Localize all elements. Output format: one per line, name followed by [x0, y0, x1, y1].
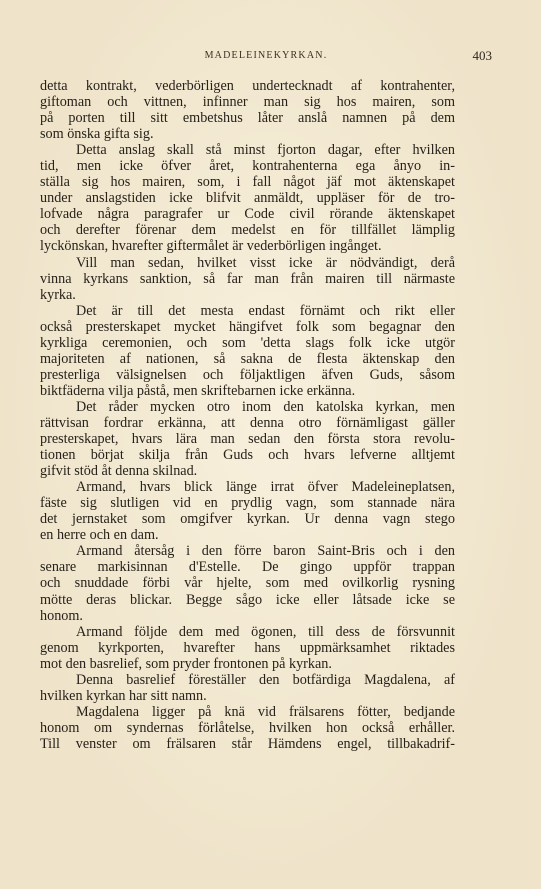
text-line: Armand, hvars blick länge irrat öfver Madeleineplatsen, [76, 479, 455, 496]
text-line: ställa sig hos mairen, som, i fall något jäf mot äktenskapet [40, 174, 455, 191]
text-line: som önska gifta sig. [40, 126, 154, 143]
text-line: Denna basrelief föreställer den botfärdiga Magdalena, af [76, 671, 455, 688]
text-line: en herre och en dam. [40, 527, 159, 544]
paragraph [40, 303, 455, 399]
paragraph [40, 255, 455, 303]
text-line: under anslagstiden icke blifvit anmäldt, uppläser för de tro- [40, 190, 455, 207]
text-line: presterliga välsignelsen och följaktligen äfven Guds, såsom [40, 366, 455, 383]
text-line: också presterskapet mycket hängifvet folk som begagnar den [40, 318, 455, 335]
text-line: tid, men icke öfver året, kontrahenterna ega ånyo in- [40, 158, 455, 175]
text-line: kyrka. [40, 286, 76, 303]
paragraph [40, 142, 455, 254]
text-line: det jernstaket som omgifver kyrkan. Ur denna vagn stego [40, 511, 455, 528]
running-title: MADELEINEKYRKAN. [204, 50, 328, 61]
text-line: Magdalena ligger på knä vid frälsarens fötter, bedjande [76, 703, 455, 720]
text-line: kyrkliga ceremonien, och som 'detta slags folk icke utgör [40, 334, 455, 351]
paragraph [40, 78, 455, 142]
text-line: hvilken kyrkan har sitt namn. [40, 687, 207, 704]
paragraph [40, 399, 455, 479]
text-line: giftoman och vittnen, infinner man sig hos mairen, som [40, 94, 455, 111]
text-line: och snuddade förbi vår hjelte, som med ovilkorlig rysning [40, 575, 455, 592]
text-line: lofvade några paragrafer ur Code civil rörande äktenskapet [40, 206, 455, 223]
text-line: mot den basrelief, som pryder frontonen på kyrkan. [40, 655, 332, 672]
text-line: vinna kyrkans sanktion, så far man från mairen till närmaste [40, 270, 455, 287]
text-line: Vill man sedan, hvilket visst icke är nödvändigt, derå [76, 254, 455, 271]
paragraph [40, 704, 455, 752]
text-line: fäste sig slutligen vid en prydlig vagn, som stannade nära [40, 495, 455, 512]
text-line: senare markisinnan d'Estelle. De gingo uppför trappan [40, 559, 455, 576]
text-line: mötte deras blickar. Begge sågo icke eller låtsade icke se [40, 591, 455, 608]
text-line: genom kyrkporten, hvarefter hans uppmärksamhet riktades [40, 639, 455, 656]
text-line: tionen börjat skilja från Guds och hvars lefverne alltjemt [40, 447, 455, 464]
text-line: biktfäderna vilja påstå, men skriftebarnen icke erkänna. [40, 382, 356, 399]
page-header [40, 48, 492, 68]
paragraph [40, 624, 455, 672]
page-number: 403 [472, 48, 492, 63]
text-line: Det råder mycken otro inom den katolska kyrkan, men [76, 398, 455, 415]
paragraph [40, 672, 455, 704]
text-line: majoriteten af nationen, så sakna de flesta äktenskap den [40, 350, 455, 367]
text-line: Detta anslag skall stå minst fjorton dagar, efter hvilken [76, 142, 455, 159]
text-line: honom. [40, 607, 83, 624]
text-line: gifvit stöd åt denna skilnad. [40, 463, 198, 480]
paragraph [40, 543, 455, 623]
body-text [40, 78, 455, 752]
paragraph [40, 479, 455, 543]
text-line: lyckönskan, hvarefter giftermålet är vederbörligen ingånget. [40, 238, 382, 255]
text-line: honom om syndernas förlåtelse, hvilken hon också erhåller. [40, 719, 455, 736]
text-line: rättvisan fordrar erkänna, att denna otro förnämligast gäller [40, 414, 455, 431]
text-line: Till venster om frälsaren står Hämdens engel, tillbakadrif- [40, 735, 455, 752]
text-line: och derefter förenar dem medelst en för tillfället lämplig [40, 222, 455, 239]
text-line: presterskapet, hvars lära man sedan den första stora revolu- [40, 431, 455, 448]
text-line: detta kontrakt, vederbörligen undertecknadt af kontrahenter, [40, 78, 455, 94]
text-line: Armand följde dem med ögonen, till dess de försvunnit [76, 623, 455, 640]
text-line: Armand återsåg i den förre baron Saint-Bris och i den [76, 543, 455, 560]
text-line: på porten till sitt embetshus låter anslå namnen på dem [40, 110, 455, 127]
text-line: Det är till det mesta endast förnämt och rikt eller [76, 302, 455, 319]
